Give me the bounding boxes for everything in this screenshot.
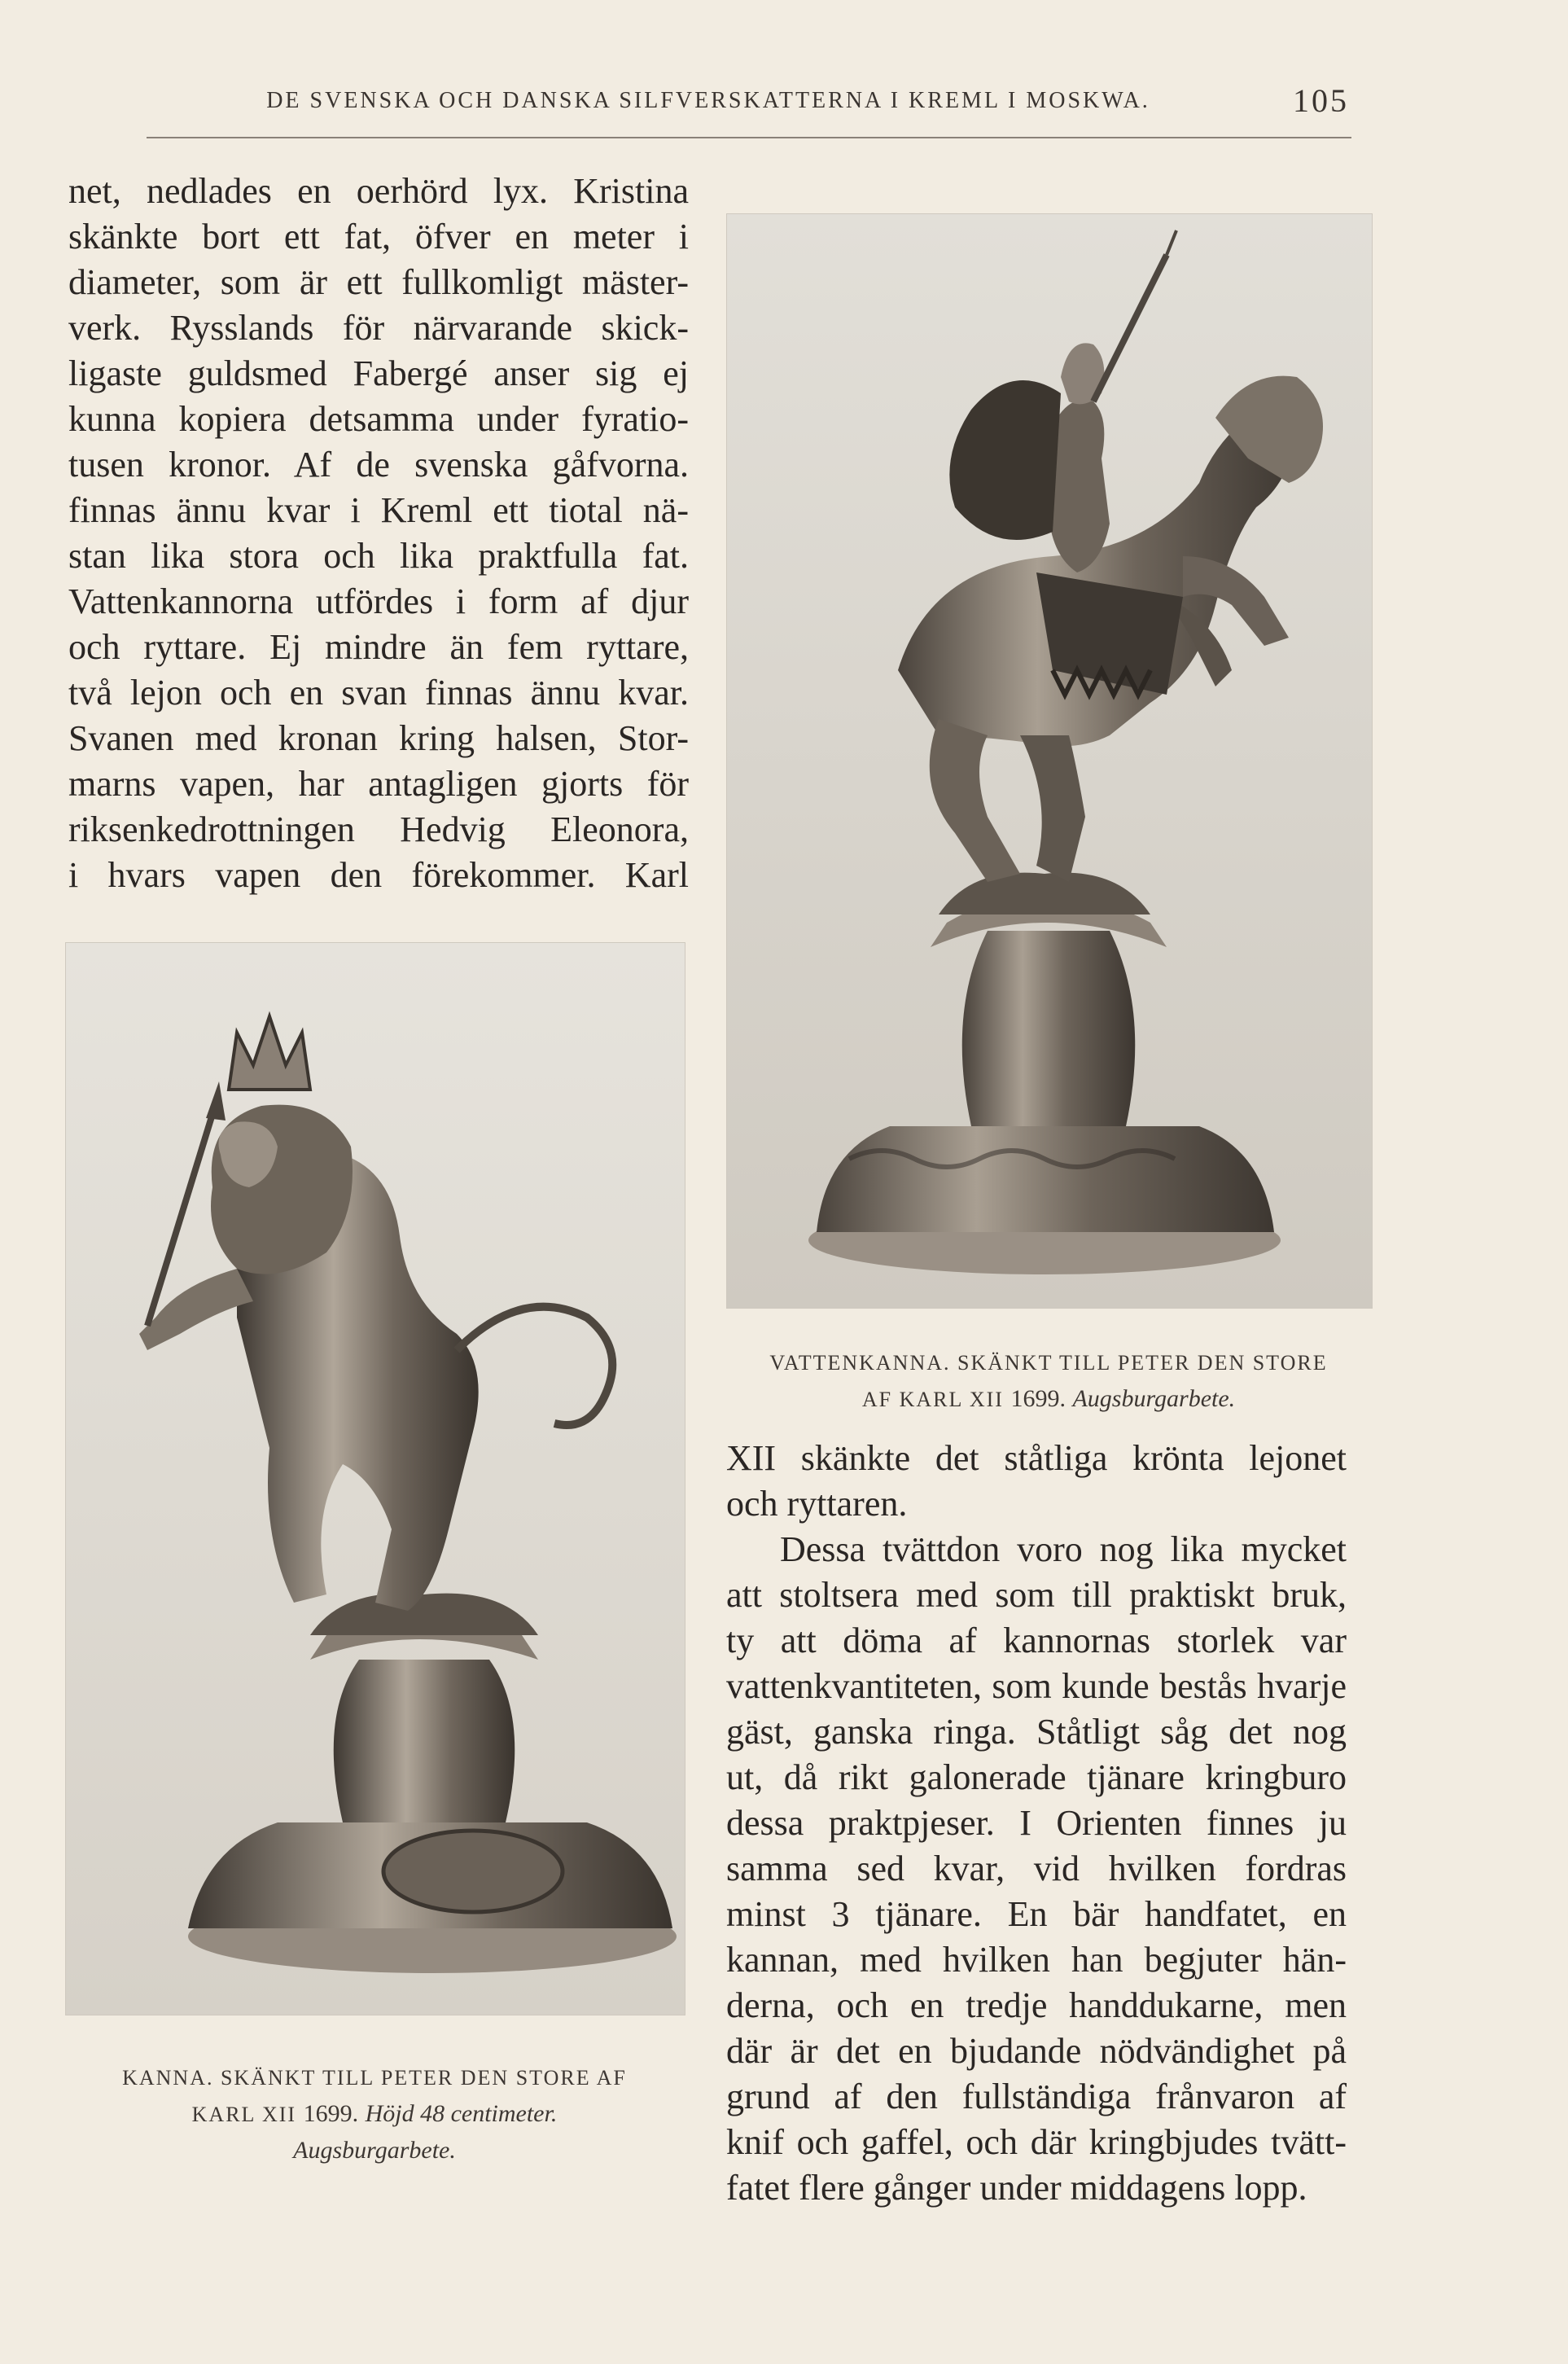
text-line: skänkte bort ett fat, öfver en meter i xyxy=(68,217,689,257)
text-line: stan lika stora och lika praktfulla fat. xyxy=(68,536,689,576)
rider-jug-illustration xyxy=(727,214,1372,1308)
text-line: och ryttaren. xyxy=(726,1484,908,1524)
caption-line: VATTENKANNA. SKÄNKT TILL PETER DEN STORE xyxy=(769,1351,1328,1375)
caption-year: 1699. xyxy=(1010,1385,1066,1412)
page-number: 105 xyxy=(1293,82,1349,119)
text-line: marns vapen, har antagligen gjorts för xyxy=(68,764,689,804)
text-line: minst 3 tjänare. En bär handfatet, en xyxy=(726,1894,1347,1934)
text-line: ligaste guldsmed Fabergé anser sig ej xyxy=(68,353,689,393)
text-line: finnas ännu kvar i Kreml ett tiotal nä- xyxy=(68,490,689,530)
text-line: att stoltsera med som till praktiskt bruk, xyxy=(726,1575,1347,1615)
text-line: Vattenkannorna utfördes i form af djur xyxy=(68,581,689,621)
text-line: vattenkvantiteten, som kunde bestås hvarje xyxy=(726,1666,1347,1706)
text-line: ut, då rikt galonerade tjänare kringburo xyxy=(726,1757,1347,1797)
caption-text: AF KARL XII xyxy=(861,1388,1004,1411)
photo-vattenkanna-rider xyxy=(726,213,1373,1309)
photo-kanna-lion xyxy=(65,942,685,2015)
right-column-text xyxy=(726,1436,1347,2211)
text-line: XII skänkte det ståtliga krönta lejonet xyxy=(726,1438,1347,1478)
text-line: gäst, ganska ringa. Ståtligt såg det nog xyxy=(726,1712,1347,1752)
text-line: kunna kopiera detsamma under fyratio- xyxy=(68,399,689,439)
text-line: samma sed kvar, vid hvilken fordras xyxy=(726,1849,1347,1888)
text-line: verk. Rysslands för närvarande skick- xyxy=(68,308,689,348)
text-line: där är det en bjudande nödvändighet på xyxy=(726,2031,1347,2071)
text-line: i hvars vapen den förekommer. Karl xyxy=(68,855,689,895)
text-line: diameter, som är ett fullkomligt mäster- xyxy=(68,262,689,302)
text-line: derna, och en tredje handdukarne, men xyxy=(726,1985,1347,2025)
text-line: Svanen med kronan kring halsen, Stor- xyxy=(68,718,689,758)
lion-jug-illustration xyxy=(66,943,685,2015)
text-line: fatet flere gånger under middagens lopp. xyxy=(726,2168,1307,2208)
header-rule xyxy=(147,137,1351,138)
text-line: dessa praktpjeser. I Orienten finnes ju xyxy=(726,1803,1347,1843)
left-column-text xyxy=(68,169,689,898)
running-title: DE SVENSKA OCH DANSKA SILFVERSKATTERNA I KREML I MOSKWA. xyxy=(266,88,1150,113)
caption-year: 1699. xyxy=(303,2100,359,2127)
caption-line xyxy=(700,1381,1397,1418)
text-line: Dessa tvättdon voro nog lika mycket xyxy=(780,1529,1347,1569)
caption-line xyxy=(65,2096,684,2133)
text-line: riksenkedrottningen Hedvig Eleonora, xyxy=(68,809,689,849)
text-line: två lejon och en svan finnas ännu kvar. xyxy=(68,673,689,713)
text-line: tusen kronor. Af de svenska gåfvorna. xyxy=(68,445,689,485)
caption-italic: Höjd 48 centimeter. xyxy=(365,2100,558,2127)
text-line: net, nedlades en oerhörd lyx. Kristina xyxy=(68,171,689,211)
caption-vattenkanna xyxy=(700,1345,1397,1418)
text-line: och ryttare. Ej mindre än fem ryttare, xyxy=(68,627,689,667)
text-line: grund af den fullständiga frånvaron af xyxy=(726,2077,1347,2116)
caption-line: KANNA. SKÄNKT TILL PETER DEN STORE AF xyxy=(122,2066,627,2090)
caption-text: KARL XII xyxy=(191,2103,297,2126)
caption-italic: Augsburgarbete. xyxy=(1072,1385,1236,1412)
caption-kanna xyxy=(65,2060,684,2169)
text-line: knif och gaffel, och där kringbjudes tvätt- xyxy=(726,2122,1347,2162)
caption-italic: Augsburgarbete. xyxy=(293,2137,456,2164)
text-line: kannan, med hvilken han begjuter hän- xyxy=(726,1940,1347,1980)
text-line: ty att döma af kannornas storlek var xyxy=(726,1621,1347,1660)
caption-line xyxy=(65,2133,684,2169)
